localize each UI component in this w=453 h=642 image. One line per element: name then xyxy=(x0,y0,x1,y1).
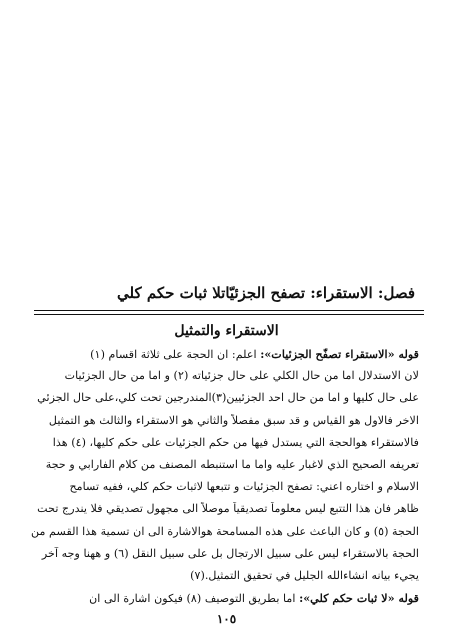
body-line-text: ظاهر فان هذا التتبع ليس معلوماً تصديقياً موصلاً الى مجهول تصديقي فلا يندرج تحت xyxy=(37,502,419,516)
top-rule xyxy=(34,310,424,311)
body-line xyxy=(29,547,419,561)
body-line-text: تعريفه الصحيح الذي لاغبار عليه واما ما استنبطه المصنف من كلام الفارابي و حجة xyxy=(45,458,419,471)
body-line xyxy=(29,569,419,583)
body-line-text: الحجة (٥) و كان الباعث على هذه المسامحة هوالاشارة الى ان تسمية هذا القسم من xyxy=(30,524,419,538)
body-line-text: فالاستقراء هوالحجة التي يستدل فيها من حكم الجزئيات على حكم كليها، (٤) هذا xyxy=(52,435,419,449)
body-line xyxy=(29,391,419,405)
body-line-text: الحجة بالاستقراء ليس على سبيل الارتجال بل على سبيل النقل (٦) و ههنا وجه آخر xyxy=(41,546,419,560)
body-line-text: يجيء بيانه انشاءالله الجليل في تحقيق التمثيل.(٧) xyxy=(190,569,419,582)
section-heading-label: فصل: xyxy=(377,284,415,302)
body-line-text: لان الاستدلال اما من حال الكلي على حال جزئياته (٢) و اما من حال الجزئيات xyxy=(64,369,419,383)
subheading: الاستقراء والتمثيل xyxy=(174,323,279,339)
body-line xyxy=(29,591,419,606)
section-heading-definition: تصفح الجزئيّاتلا ثبات حكم كلي xyxy=(117,284,305,302)
body-line xyxy=(29,480,419,494)
body-line xyxy=(29,458,419,472)
body-line xyxy=(29,502,419,516)
body-line-text: اما بطريق التوصيف (٨) فيكون اشارة الى ان xyxy=(89,592,300,606)
body-line-lemma: قوله «الاستقراء تصفّح الجزئيات»: xyxy=(260,347,419,361)
page-number: ١٠٥ xyxy=(216,612,237,626)
body-line xyxy=(29,369,419,383)
body-line xyxy=(29,436,419,450)
body-line xyxy=(29,525,419,539)
section-heading-term: الاستقراء: xyxy=(310,284,373,302)
section-heading xyxy=(35,284,415,302)
body-line-lemma: قوله «لا ثبات حكم كلي»: xyxy=(299,591,419,606)
top-rule-thin xyxy=(34,314,424,315)
body-line-text: الاخر فالاول هو القياس و قد سبق مفصلاً والثاني هو الاستقراء والثالث هو التمثيل xyxy=(48,413,419,427)
body-line-text: اعلم: ان الحجة على ثلاثة اقسام (١) xyxy=(90,348,261,361)
body-line xyxy=(29,414,419,428)
body-line-text: الاسلام و اختاره اعني: تصفح الجزئيات و تتبعها لاثبات حكم كلي، ففيه تسامح xyxy=(69,480,419,494)
body-line xyxy=(29,347,419,362)
body-line-text: على حال كليها و اما من حال احد الجزئيين(٣)المندرجين تحت كلي،على حال الجزئي xyxy=(37,391,419,405)
